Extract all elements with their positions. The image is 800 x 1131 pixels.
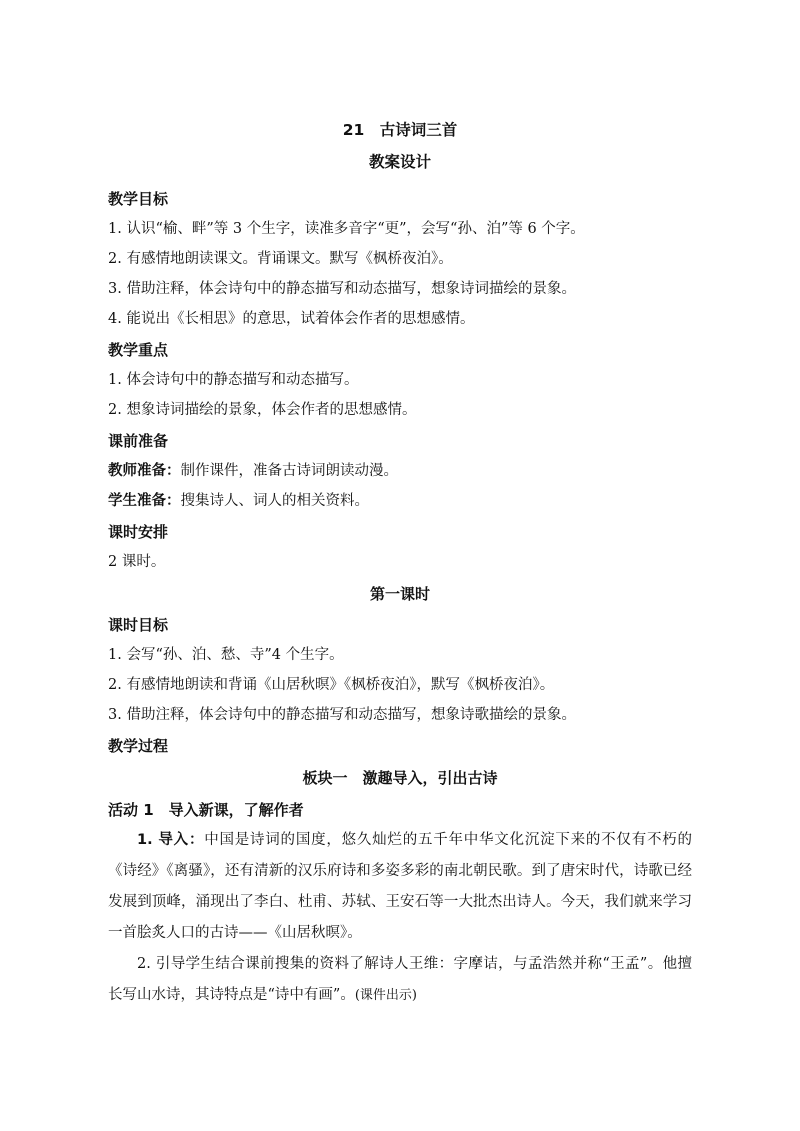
teacher-preparation [108,456,692,486]
student-preparation [108,486,692,516]
lesson1-title: 第一课时 [369,585,430,603]
key-points-heading: 教学重点 [108,341,169,359]
preparation-heading: 课前准备 [108,432,169,450]
intro-paragraph [108,825,692,949]
key-point-item: 1. 体会诗句中的静态描写和动态描写。 [108,372,359,388]
goal-item: 4. 能说出《长相思》的意思，试着体会作者的思想感情。 [108,311,475,327]
process-heading: 教学过程 [108,737,169,755]
student-preparation-text: 搜集诗人、词人的相关资料。 [180,493,369,509]
author-paragraph [108,949,692,1011]
schedule-heading: 课时安排 [108,523,169,541]
lesson1-goals-heading: 课时目标 [108,616,169,634]
lesson1-goal-item: 3. 借助注释，体会诗句中的静态描写和动态描写，想象诗歌描绘的景象。 [108,707,576,723]
lesson1-goal-item: 2. 有感情地朗读和背诵《山居秋暝》《枫桥夜泊》，默写《枫桥夜泊》。 [108,677,555,693]
document-content [108,116,692,1011]
teacher-preparation-label: 教师准备： [108,463,181,479]
intro-text: 中国是诗词的国度，悠久灿烂的五千年中华文化沉淀下来的不仅有不朽的《诗经》《离骚》，还有清新的汉乐府诗和多姿多彩的南北朝民歌。到了唐宋时代，诗歌已经发展到顶峰，涌现出了李白、杜甫、苏轼、王安石等一大批杰出诗人。今天，我们就来学习一首脍炙人口的古诗——《山居秋暝》。 [108,832,692,941]
block-title: 板块一 激趣导入，引出古诗 [302,769,498,787]
key-point-item: 2. 想象诗词描绘的景象，体会作者的思想感情。 [108,402,417,418]
intro-lead: 1. 导入： [137,832,205,848]
goal-item: 1. 认识“榆、畔”等 3 个生字，读准多音字“更”，会写“孙、泊”等 6 个字。 [108,221,585,237]
goal-item: 3. 借助注释，体会诗句中的静态描写和动态描写，想象诗词描绘的景象。 [108,281,576,297]
teacher-preparation-text: 制作课件，准备古诗词朗读动漫。 [180,463,398,479]
courseware-note: (课件出示) [354,988,417,1003]
author-text: 2. 引导学生结合课前搜集的资料了解诗人王维：字摩诘，与孟浩然并称“王孟”。他擅长写山水诗，其诗特点是“诗中有画”。 [108,956,692,1003]
goals-heading: 教学目标 [108,190,169,208]
goal-item: 2. 有感情地朗读课文。背诵课文。默写《枫桥夜泊》。 [108,251,453,267]
activity-title: 活动 1 导入新课，了解作者 [108,801,304,819]
lesson-subtitle: 教案设计 [368,153,431,171]
lesson1-goal-item: 1. 会写“孙、泊、愁、寺”4 个生字。 [108,647,344,663]
lesson-title: 21 古诗词三首 [342,121,458,139]
schedule-text: 2 课时。 [108,554,166,570]
student-preparation-label: 学生准备： [108,493,181,509]
